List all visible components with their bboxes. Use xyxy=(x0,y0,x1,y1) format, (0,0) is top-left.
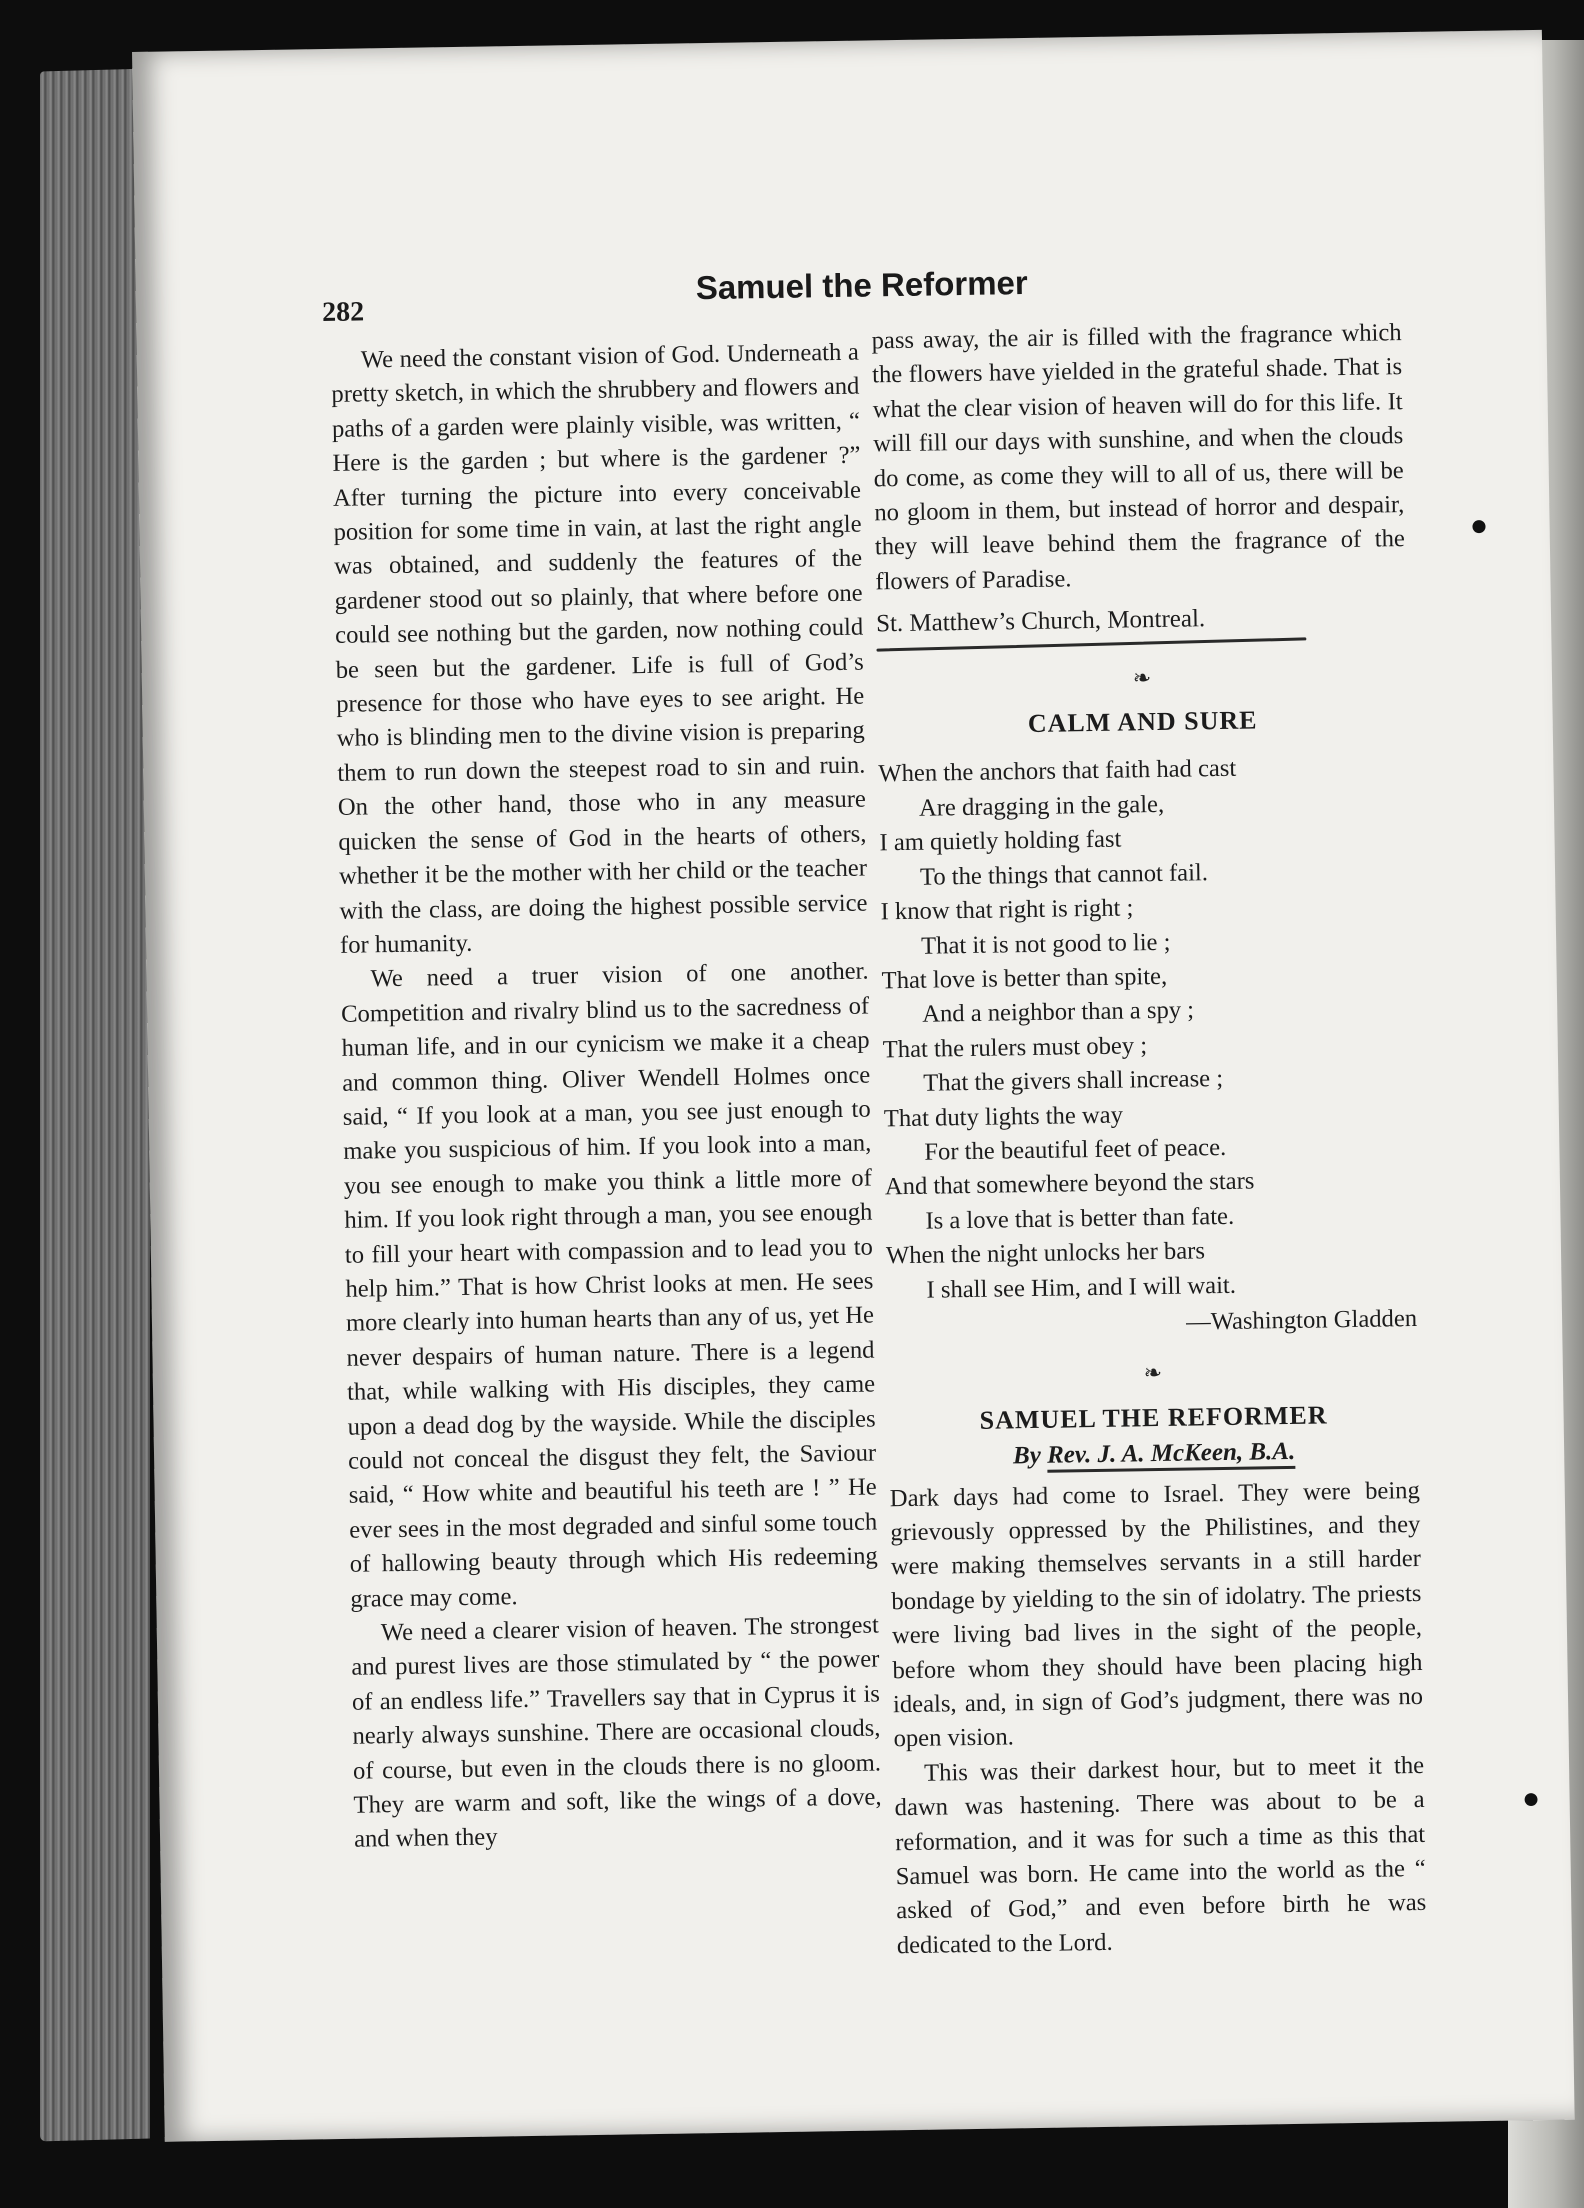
poem-line: And a neighbor than a spy ; xyxy=(922,996,1195,1029)
signature-text: St. Matthew’s Church, Montreal. xyxy=(875,605,1206,638)
poem-line: For the beautiful feet of peace. xyxy=(924,1133,1227,1166)
book-page-edges xyxy=(40,69,150,2142)
article-paragraph: Dark days had come to Israel. They were being grievously oppressed by the Philistines, and they were making themselves servants in a still harder bondage by yielding to the sin of idolatry. The priests were living bad lives in the sight of the people, before whom they should have been placing high ideals, and, in sign of God’s judgment, there was no open vision. xyxy=(889,1476,1424,1753)
article-byline xyxy=(889,1433,1419,1476)
paragraph-vision-of-heaven: We need a clearer vision of heaven. The strongest and purest lives are those stimulated by “ the power of an endless life.” Travellers say that in Cyprus it is nearly always sunshine. There are occasional clouds, of course, but even in the clouds there is no gloom. They are warm and soft, like the wings of a dove, and when they xyxy=(351,1611,882,1854)
poem-line: Are dragging in the gale, xyxy=(918,790,1165,822)
poem-line: Is a love that is better than fate. xyxy=(925,1202,1235,1235)
poem-line: When the night unlocks her bars xyxy=(885,1237,1206,1270)
article-paragraph: This was their darkest hour, but to meet it the dawn was hastening. There was about to be a reformation, and it was for such a time as this that Samuel was born. He came into the world as the “ asked of God,” and even before birth he was dedicated to the Lord. xyxy=(894,1751,1427,1960)
margin-mark: ⦁ xyxy=(1472,510,1487,541)
poem-attribution: —Washington Gladden xyxy=(1185,1304,1418,1336)
poem-line: And that somewhere beyond the stars xyxy=(884,1167,1255,1201)
poem-line: To the things that cannot fail. xyxy=(919,858,1209,891)
book-page xyxy=(132,30,1575,2142)
running-head: Samuel the Reformer xyxy=(695,263,1028,307)
poem-line: That duty lights the way xyxy=(883,1101,1124,1132)
margin-mark: ● xyxy=(1522,1782,1541,1815)
poem-line: I know that right is right ; xyxy=(880,894,1134,926)
byline-prefix: By xyxy=(1012,1442,1042,1470)
church-signature xyxy=(876,599,1407,649)
fleuron-ornament: ❧ xyxy=(1132,664,1152,691)
byline-author: Rev. J. A. McKeen, B.A. xyxy=(1047,1438,1296,1473)
poem-line: I am quietly holding fast xyxy=(879,825,1122,857)
poem-line: That it is not good to lie ; xyxy=(920,928,1171,960)
fleuron-ornament: ❧ xyxy=(1143,1360,1163,1386)
poem-line: That love is better than spite, xyxy=(881,962,1168,995)
paragraph-continuation: pass away, the air is filled with the fragrance which the flowers have yielded in the grateful shade. That is what the clear vision of heaven will do for this life. It will fill our days with sunshine, and when the clouds do come, as come they will to all of us, there will be no gloom in them, but instead of horror and despair, they will leave behind them the fragrance of the flowers of Paradise. xyxy=(871,319,1406,596)
signature-underline xyxy=(876,637,1306,651)
poem xyxy=(878,750,1417,1345)
left-column xyxy=(331,336,883,1858)
paragraph-vision-of-god: We need the constant vision of God. Underneath a pretty sketch, in which the shrubbery and flowers and paths of a garden were plainly visible, was written, “ Here is the garden ; but where is the gardener ?” After turning the picture into every conceivable position for some time in vain, at last the right angle was obtained, and suddenly the features of the gardener stood out so plainly, that where before one could see nothing but the garden, now nothing could be seen but the gardener. Life is full of God’s presence for those who have eyes to see aright. He who is blinding men to the divine vision is preparing them to run down the steepest road to sin and ruin. On the other hand, those who in any measure quicken the sense of God in the hearts of others, whether it be the mother with her child or the teacher with the class, are doing the highest possible service for humanity. xyxy=(331,338,868,959)
poem-title: CALM AND SURE xyxy=(1027,705,1258,739)
poem-line: When the anchors that faith had cast xyxy=(878,755,1237,788)
article-title: SAMUEL THE REFORMER xyxy=(979,1400,1328,1435)
poem-line: That the givers shall increase ; xyxy=(923,1065,1224,1097)
poem-line: That the rulers must obey ; xyxy=(882,1031,1148,1064)
right-column xyxy=(871,316,1427,1963)
page-number: 282 xyxy=(321,296,365,329)
poem-line: I shall see Him, and I will wait. xyxy=(926,1271,1237,1304)
paragraph-vision-of-one-another: We need a truer vision of one another. Competition and rivalry blind us to the sacredness of human life, and in our cynicism we make it a cheap and common thing. Oliver Wendell Holmes once said, “ If you look at a man, you see just enough to make you suspicious of him. If you look into a man, you see enough to make you think a little more of him. If you look right through a man, you see enough to fill your heart with compassion and to lead you to help him.” That is how Christ looks at men. He sees more clearly into human hearts than any of us, yet He never despairs of human nature. There is a legend that, while walking with His disciples, they came upon a dead dog by the wayside. While the disciples could not conceal the disgust they felt, the Saviour said, “ How white and beautiful his teeth are ! ” He ever sees in the most degraded and sinful some touch of hallowing beauty through which His redeeming grace may come. xyxy=(340,957,878,1613)
